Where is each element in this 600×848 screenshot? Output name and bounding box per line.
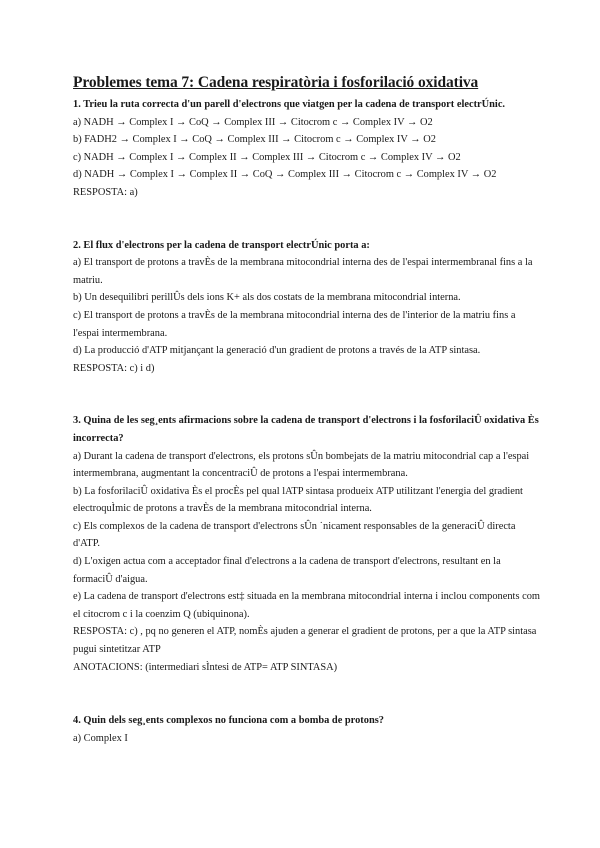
answer: RESPOSTA: c) , pq no generen el ATP, nomÈs ajuden a generar el gradient de protons, per a que la ATP sintasa pugui sintetitzar ATP: [73, 626, 537, 656]
option-a: a) NADH → Complex I → CoQ → Complex III → Citocrom c → Complex IV → O2: [73, 116, 433, 128]
option-d: d) La producció d'ATP mitjançant la generació d'un gradient de protons a través de la ATP sintasa.: [73, 345, 481, 357]
question-1: [73, 96, 543, 202]
spacer: [73, 676, 543, 712]
question-text: 4. Quin dels seg¸ents complexos no funciona com a bomba de protons?: [73, 715, 384, 727]
question-text: 1. Trieu la ruta correcta d'un parell d'electrons que viatgen per la cadena de transport electrÚnic.: [73, 99, 506, 110]
option-e: e) La cadena de transport d'electrons est‡ situada en la membrana mitocondrial interna i inclou components com el citocrom c i la coenzim Q (ubiquinona).: [73, 591, 540, 620]
option-d: d) L'oxigen actua com a acceptador final d'electrons a la cadena de transport d'electrons, resultant en la formaciÛ d'aigua.: [73, 556, 501, 585]
option-a: a) Complex I: [73, 732, 128, 744]
option-d: d) NADH → Complex I → Complex II → CoQ → Complex III → Citocrom c → Complex IV → O2: [73, 169, 497, 181]
document-body: [73, 96, 543, 747]
option-b: b) FADH2 → Complex I → CoQ → Complex III → Citocrom c → Complex IV → O2: [73, 134, 436, 146]
option-a: a) Durant la cadena de transport d'electrons, els protons sÛn bombejats de la matriu mitocondrial cap a l'espai intermembrana, augmentant la concentraciÛ de protons a l'espai intermembrana.: [73, 450, 530, 480]
option-c: c) Els complexos de la cadena de transport d'electrons sÛn ˙nicament responsables de la generaciÛ directa d'ATP.: [73, 520, 516, 550]
option-b: b) La fosforilaciÛ oxidativa Ès el procÈs pel qual lATP sintasa produeix ATP utilitzant l'energia del gradient electroquÌmic de protons a travÈs de la membrana mitocondrial interna.: [73, 485, 523, 515]
question-text: 3. Quina de les seg¸ents afirmacions sobre la cadena de transport d'electrons i la fosforilaciÛ oxidativa Ès incorrecta?: [73, 415, 539, 444]
option-a: a) El transport de protons a travÈs de la membrana mitocondrial interna des de l'espai intermembranal fins a la matriu.: [73, 257, 533, 286]
spacer: [73, 202, 543, 237]
option-b: b) Un desequilibri perillÛs dels ions K+ als dos costats de la membrana mitocondrial interna.: [73, 292, 461, 304]
spacer: [73, 377, 543, 412]
option-c: c) NADH → Complex I → Complex II → Complex III → Citocrom c → Complex IV → O2: [73, 151, 461, 163]
question-4: [73, 712, 543, 747]
question-text: 2. El flux d'electrons per la cadena de transport electrÚnic porta a:: [73, 239, 370, 251]
notes: ANOTACIONS: (intermediari sÌntesi de ATP= ATP SINTASA): [73, 661, 338, 673]
answer: RESPOSTA: a): [73, 186, 138, 198]
question-2: [73, 237, 543, 378]
option-c: c) El transport de protons a travÈs de la membrana mitocondrial interna des de l'interior de la matriu fins a l'espai intermembrana.: [73, 309, 516, 339]
page-title: Problemes tema 7: Cadena respiratòria i fosforilació oxidativa: [73, 74, 479, 91]
question-3: [73, 412, 543, 676]
answer: RESPOSTA: c) i d): [73, 362, 155, 374]
